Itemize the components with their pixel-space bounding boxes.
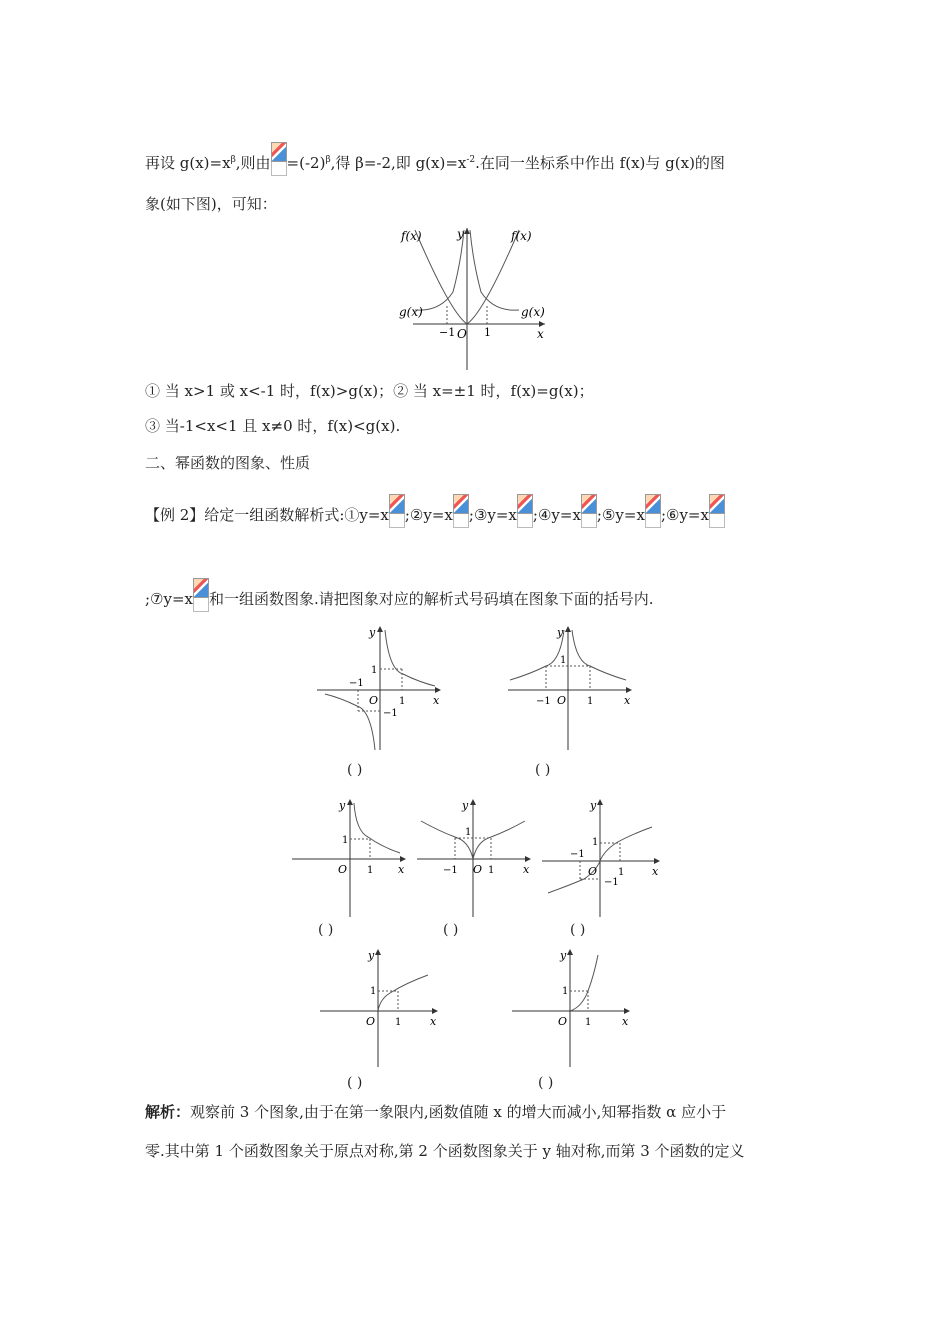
label-one: 1 xyxy=(484,326,491,339)
x-axis-arrow xyxy=(432,1008,438,1014)
x-axis-arrow xyxy=(435,687,441,693)
label-one: 1 xyxy=(562,986,569,997)
label-origin: O xyxy=(338,863,348,876)
y-axis-arrow xyxy=(567,949,573,955)
graph-6 xyxy=(318,945,443,1070)
label-neg-one: −1 xyxy=(383,708,398,719)
curve xyxy=(354,803,400,853)
y-axis-arrow xyxy=(597,799,603,805)
label-f-right: f(x) xyxy=(511,229,532,243)
label-x: x xyxy=(430,1015,437,1028)
g-curve-left xyxy=(415,230,464,310)
graph-7 xyxy=(510,945,635,1070)
section-heading: 二、幂函数的图象、性质 xyxy=(145,454,311,472)
label-x: x xyxy=(622,1015,629,1028)
label-one: 1 xyxy=(585,1017,592,1028)
label-g-right: g(x) xyxy=(521,305,545,319)
answer-paren-2[interactable]: ( ) xyxy=(535,762,551,778)
y-axis-arrow xyxy=(470,799,476,805)
curve xyxy=(570,955,598,1011)
label-one: 1 xyxy=(371,665,378,676)
label-origin: O xyxy=(557,694,567,707)
broken-image-icon xyxy=(389,494,405,528)
text-line-example: 【例 2】给定一组函数解析式:①y=x ;②y=x ;③y=x ;④y=x ;⑤y=x ;⑥y=x xyxy=(145,494,725,528)
label-one: 1 xyxy=(465,827,472,838)
label-g-left: g(x) xyxy=(399,305,423,319)
label-x: x xyxy=(624,694,631,707)
label-origin: O xyxy=(457,327,467,341)
y-axis-arrow xyxy=(347,799,353,805)
answer-paren-1[interactable]: ( ) xyxy=(347,762,363,778)
label-origin: O xyxy=(558,1015,568,1028)
label-neg-one: −1 xyxy=(604,877,619,888)
broken-image-icon xyxy=(453,494,469,528)
label-neg-one: −1 xyxy=(570,849,585,860)
x-axis-arrow xyxy=(626,687,632,693)
curve xyxy=(572,630,626,680)
label-origin: O xyxy=(473,863,483,876)
y-axis-arrow xyxy=(464,228,470,234)
label-y: y xyxy=(462,799,469,812)
label-one: 1 xyxy=(587,696,594,707)
answer-paren-3[interactable]: ( ) xyxy=(318,922,334,938)
label-one: 1 xyxy=(367,865,374,876)
label-y: y xyxy=(339,799,346,812)
label-one: 1 xyxy=(399,696,406,707)
label-one: 1 xyxy=(560,655,567,666)
figure-f-g-graph xyxy=(395,222,560,372)
curve xyxy=(378,975,428,1011)
label-one: 1 xyxy=(395,1017,402,1028)
broken-image-icon xyxy=(517,494,533,528)
x-axis-arrow xyxy=(654,858,660,864)
broken-image-icon xyxy=(271,142,287,176)
curve xyxy=(325,694,375,750)
answer-paren-5[interactable]: ( ) xyxy=(570,922,586,938)
text-line-4: ③ 当-1<x<1 且 x≠0 时，f(x)<g(x). xyxy=(145,417,401,435)
text-line-1: 再设 $g(x)=x^\beta$,则由 $=(-2)^\beta$,得 β=-2,即 $g(x)=x^{-2}$.在同一坐标系中作出 f(x)与 g(x)的图 xyxy=(145,142,725,176)
label-origin: O xyxy=(369,694,379,707)
label-neg-one: −1 xyxy=(349,678,364,689)
label-f-left: f(x) xyxy=(401,229,422,243)
text-line-analysis-cont: 零.其中第 1 个函数图象关于原点对称,第 2 个函数图象关于 y 轴对称,而第 3 个函数的定义 xyxy=(145,1142,745,1160)
label-origin: O xyxy=(366,1015,376,1028)
answer-paren-4[interactable]: ( ) xyxy=(443,922,459,938)
y-axis-arrow xyxy=(565,626,571,632)
label-one: 1 xyxy=(488,865,495,876)
label-y: y xyxy=(457,227,464,241)
graph-1 xyxy=(315,622,445,752)
answer-paren-6[interactable]: ( ) xyxy=(347,1075,363,1091)
label-y: y xyxy=(557,626,564,639)
graph-3 xyxy=(290,795,410,920)
text-line-3: ① 当 x>1 或 x<-1 时，f(x)>g(x)；② 当 x=±1 时，f(x)=g(x)； xyxy=(145,382,594,400)
x-axis-arrow xyxy=(624,1008,630,1014)
y-axis-arrow xyxy=(377,626,383,632)
text-line-example-cont: ;⑦y=x 和一组函数图象.请把图象对应的解析式号码填在图象下面的括号内. xyxy=(145,578,654,612)
label-one: 1 xyxy=(592,837,599,848)
label-origin: O xyxy=(588,865,598,878)
curve xyxy=(510,630,567,680)
curve xyxy=(385,630,435,686)
graph-4 xyxy=(415,795,535,920)
y-axis-arrow xyxy=(375,949,381,955)
label-one: 1 xyxy=(618,867,625,878)
label-neg1: −1 xyxy=(439,326,456,339)
label-x: x xyxy=(537,327,544,341)
x-axis-arrow xyxy=(400,856,406,862)
label-neg-one: −1 xyxy=(443,865,458,876)
broken-image-icon xyxy=(193,578,209,612)
x-axis-arrow xyxy=(525,856,531,862)
label-x: x xyxy=(652,865,659,878)
label-one: 1 xyxy=(342,835,349,846)
graph-2 xyxy=(506,622,636,752)
label-y: y xyxy=(590,799,597,812)
text-line-2: 象(如下图)，可知： xyxy=(145,195,277,213)
broken-image-icon xyxy=(645,494,661,528)
label-one: 1 xyxy=(370,986,377,997)
label-y: y xyxy=(368,949,375,962)
broken-image-icon xyxy=(709,494,725,528)
label-x: x xyxy=(433,694,440,707)
label-neg-one: −1 xyxy=(536,696,551,707)
label-y: y xyxy=(369,626,376,639)
graph-5 xyxy=(540,795,665,920)
broken-image-icon xyxy=(581,494,597,528)
curve xyxy=(473,821,525,859)
label-x: x xyxy=(523,863,530,876)
answer-paren-7[interactable]: ( ) xyxy=(538,1075,554,1091)
text-line-analysis: 解析：观察前 3 个图象,由于在第一象限内,函数值随 x 的增大而减小,知幂指数 α 应小于 xyxy=(145,1103,727,1121)
label-y: y xyxy=(560,949,567,962)
label-x: x xyxy=(398,863,405,876)
